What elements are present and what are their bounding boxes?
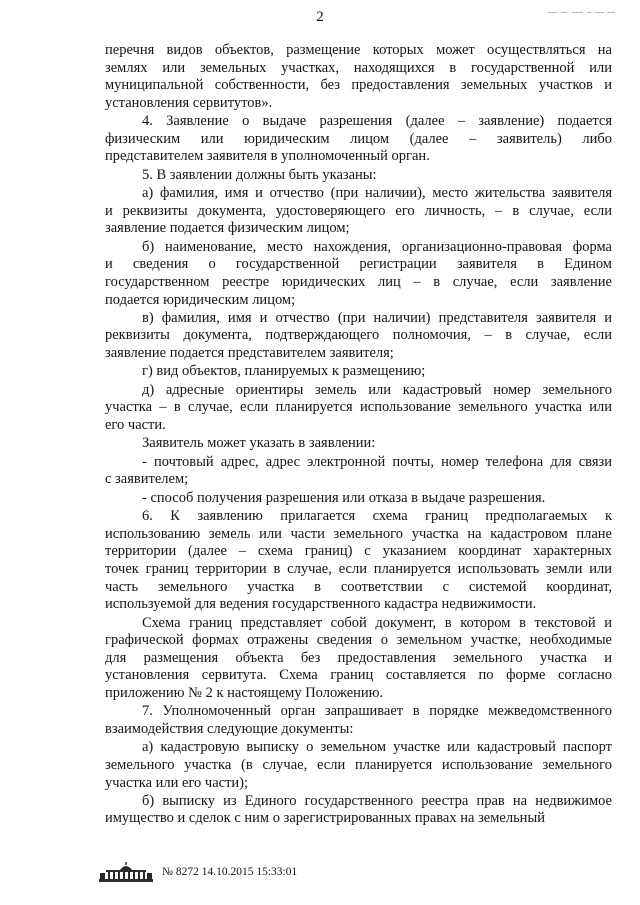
text-line: муниципальной собственности, без предоставления земельных участков и [105,77,612,94]
paragraph [105,615,612,703]
paragraph [105,490,612,508]
text-line: перечня видов объектов, размещение которых может осуществляться на [105,42,612,58]
text-line: 4. Заявление о выдаче разрешения (далее – заявление) подается [142,113,612,130]
text-line: д) адресные ориентиры земель или кадастровый номер земельного [142,381,612,398]
text-line: 7. Уполномоченный орган запрашивает в порядке межведомственного [142,703,612,720]
text-line: заявление подается представителем заявителя; [105,345,394,362]
text-line: 6. К заявлению прилагается схема границ предполагаемых к [142,508,612,525]
text-line: а) фамилия, имя и отчество (при наличии), место жительства заявителя [142,185,612,202]
paragraph [105,739,612,792]
text-line: в) фамилия, имя и отчество (при наличии) представителя заявителя и [142,309,612,326]
text-line: Схема границ представляет собой документ, в котором в текстовой и [142,614,612,631]
text-line: графической формах отражены сведения о земельном участке, необходимые [105,632,612,649]
text-line: б) выписку из Единого государственного реестра прав на недвижимое [142,792,612,809]
text-line: имущество и сделок с ним о зарегистрированных правах на земельный [105,810,545,827]
text-line: Заявитель может указать в заявлении: [142,435,376,452]
text-line: взаимодействия следующие документы: [105,720,354,737]
paragraph [105,435,612,453]
text-line: его части. [105,417,166,434]
text-line: государственном реестре юридических лиц – в случае, если заявление [105,273,612,290]
text-line: г) вид объектов, планируемых к размещению; [142,363,426,380]
scan-mark [548,8,616,16]
text-line: участка или его части); [105,774,249,791]
registration-stamp: № 8272 14.10.2015 15:33:01 [162,866,298,878]
text-line: реквизиты документа, подтверждающего полномочия, – в случае, если [105,327,612,344]
text-line: и сведения о государственной регистрации заявителя в Едином [105,256,612,273]
text-line: а) кадастровую выписку о земельном участке или кадастровый паспорт [142,739,612,756]
paragraph [105,310,612,363]
text-line: приложению № 2 к настоящему Положению. [105,684,384,701]
text-line: - почтовый адрес, адрес электронной почты, номер телефона для связи [142,453,612,470]
text-line: подается юридическим лицом; [105,291,296,308]
text-line: используемой для ведения государственного кадастра недвижимости. [105,596,537,613]
document-body [105,42,612,829]
text-line: земельного участка (в случае, если планируется использование земельного [105,756,612,773]
paragraph [105,42,612,112]
text-line: часть земельного участка в соответствии с системой координат, [105,578,612,595]
text-line: использованию земель или части земельного участка на кадастровом плане [105,525,612,542]
text-line: с заявителем; [105,471,189,488]
text-line: установления сервитутов». [105,94,273,111]
text-line: землях или земельных участках, находящихся в государственной или [105,59,612,76]
page-number: 2 [316,9,324,25]
text-line: участка – в случае, если планируется использование земельного участка или [105,399,612,416]
text-line: заявление подается физическим лицом; [105,220,350,237]
text-line: и реквизиты документа, удостоверяющего его личность, – в случае, если [105,202,612,219]
text-line: представителем заявителя в уполномоченный орган. [105,148,430,165]
text-line: территории (далее – схема границ) с указанием координат характерных [105,543,612,560]
paragraph [105,508,612,614]
paragraph [105,454,612,489]
text-line: для размещения объекта без предоставления земельного участка и [105,649,612,666]
paragraph [105,185,612,238]
text-line: установления сервитута. Схема границ составляется по форме согласно [105,667,612,684]
paragraph [105,113,612,166]
building-emblem-icon [98,861,154,883]
paragraph [105,382,612,435]
text-line: физическим или юридическим лицом (далее – заявитель) либо [105,130,612,147]
text-line: 5. В заявлении должны быть указаны: [142,166,377,183]
paragraph [105,793,612,828]
text-line: б) наименование, место нахождения, организационно-правовая форма [142,238,612,255]
paragraph [105,703,612,738]
paragraph [105,239,612,309]
text-line: - способ получения разрешения или отказа в выдаче разрешения. [142,489,546,506]
text-line: точек границ территории в случае, если планируется использовать земли или [105,560,612,577]
paragraph [105,363,612,381]
paragraph [105,167,612,185]
